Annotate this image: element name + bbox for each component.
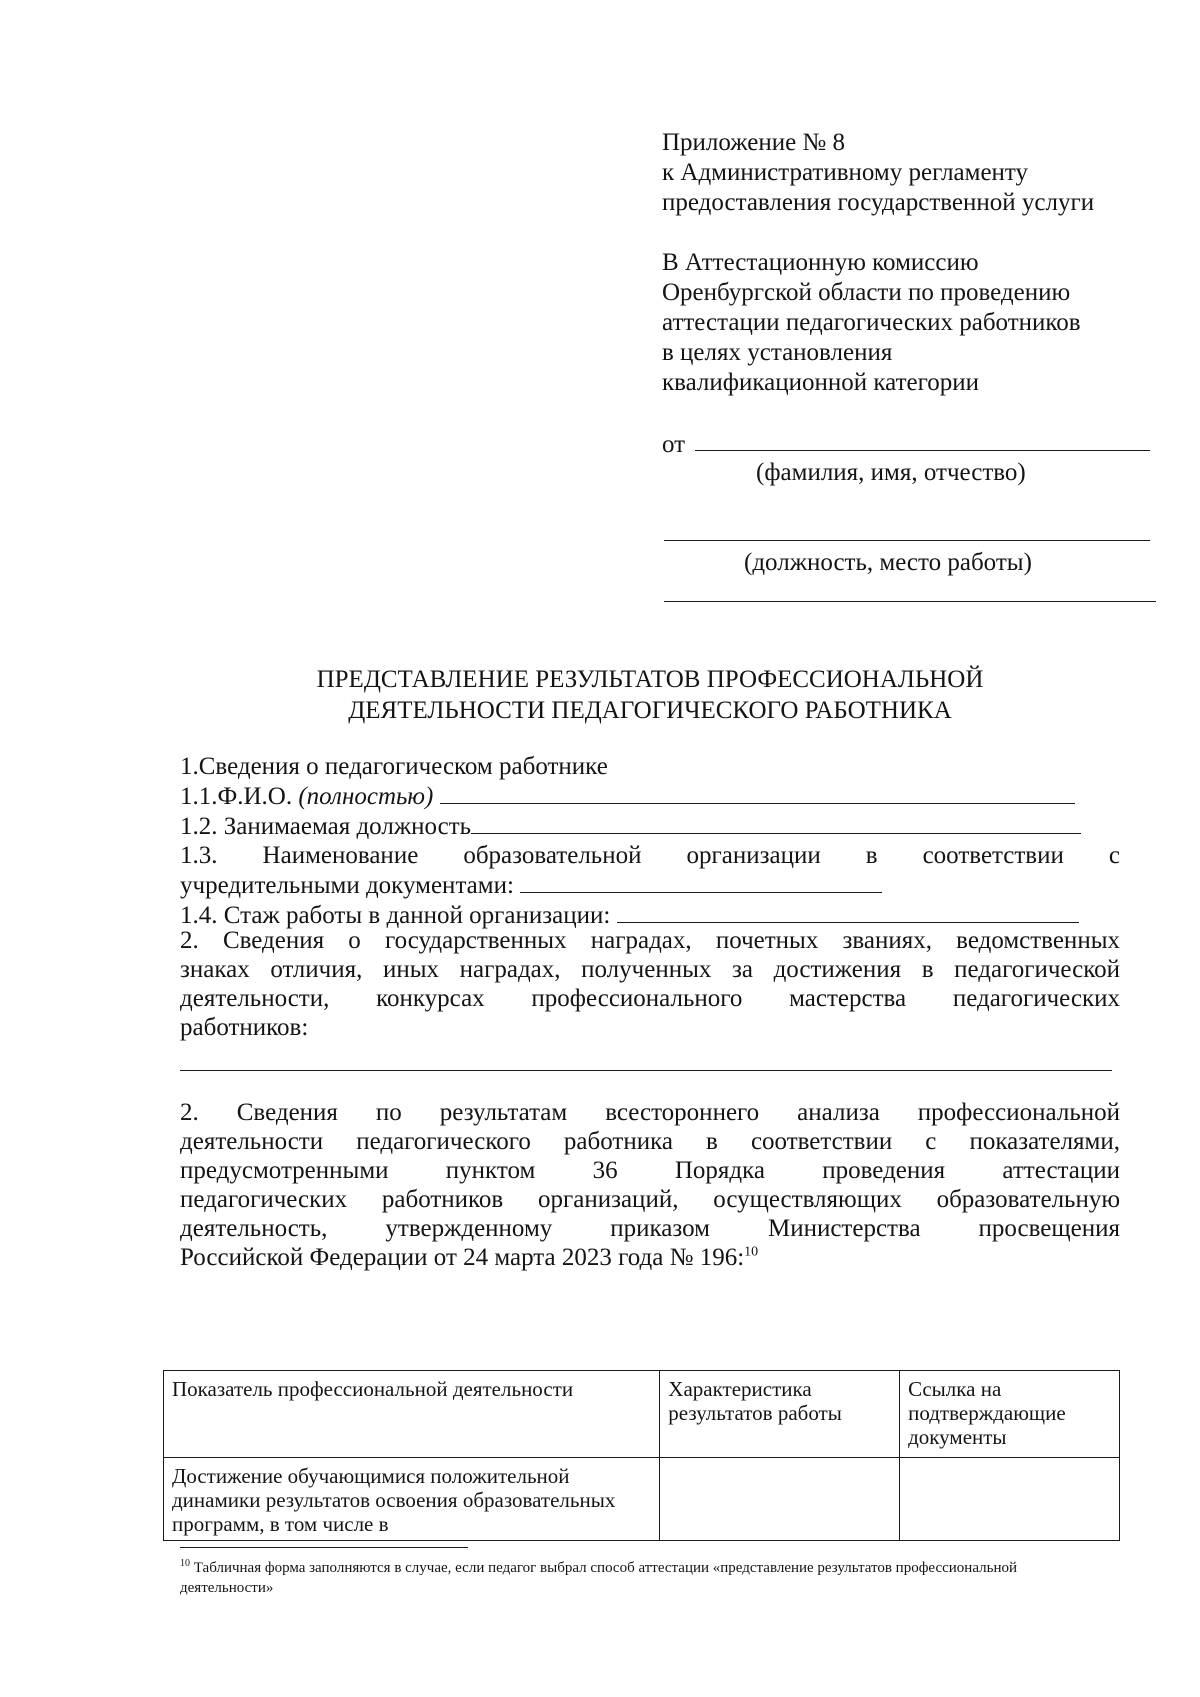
table-cell: Достижение обучающимися положительной динамики результатов освоения образовательных программ, в том числе в xyxy=(164,1458,660,1541)
footnote xyxy=(180,1558,1080,1598)
fio-label: 1.1.Ф.И.О. xyxy=(180,783,293,810)
experience-label: 1.4. Стаж работы в данной организации: xyxy=(180,902,611,929)
awards-last-line: работников: xyxy=(180,1014,309,1041)
analysis-last-line xyxy=(180,1243,1120,1272)
appendix-line: Приложение № 8 xyxy=(662,129,846,156)
position-fill-line xyxy=(471,811,1081,834)
awards-line: знаках отличия, иных наградах, полученных за достижения в педагогической xyxy=(180,956,1120,983)
recipient-line: В Аттестационную комиссию xyxy=(662,249,979,276)
awards-line: 2. Сведения о государственных наградах, почетных званиях, ведомственных xyxy=(180,927,1120,954)
section-1-heading: 1.Сведения о педагогическом работнике xyxy=(180,753,608,780)
org-row xyxy=(180,870,1120,900)
appendix-line: предоставления государственной услуги xyxy=(662,189,1095,216)
table-cell xyxy=(660,1458,900,1541)
section-2-awards xyxy=(180,926,1120,1042)
fio-hint: (полностью) xyxy=(298,783,434,810)
org-line-1: 1.3. Наименование образовательной организации в соответствии с xyxy=(180,842,1120,869)
recipient-block xyxy=(662,248,1081,398)
title-line: ПРЕДСТАВЛЕНИЕ РЕЗУЛЬТАТОВ ПРОФЕССИОНАЛЬНОЙ xyxy=(316,666,984,693)
table-row xyxy=(164,1458,1120,1541)
from-label: от xyxy=(662,431,686,458)
analysis-line: деятельности педагогического работника в соответствии с показателями, xyxy=(180,1128,1120,1155)
analysis-line: предусмотренными пунктом 36 Порядка проведения аттестации xyxy=(180,1157,1120,1184)
awards-line: деятельности, конкурсах профессионального мастерства педагогических xyxy=(180,985,1120,1012)
analysis-line: 2. Сведения по результатам всестороннего анализа профессиональной xyxy=(180,1099,1120,1126)
title-line: ДЕЯТЕЛЬНОСТИ ПЕДАГОГИЧЕСКОГО РАБОТНИКА xyxy=(348,697,952,724)
fio-row xyxy=(180,781,1120,811)
position-line xyxy=(664,540,1150,541)
recipient-line: аттестации педагогических работников xyxy=(662,309,1081,336)
experience-fill-line xyxy=(617,900,1079,923)
recipient-line: в целях установления xyxy=(662,339,893,366)
position-caption: (должность, место работы) xyxy=(744,549,1032,576)
table-header-row xyxy=(164,1371,1120,1458)
analysis-line: педагогических работников организаций, осуществляющих образовательную xyxy=(180,1186,1120,1213)
footnote-text: Табличная форма заполняются в случае, если педагог выбрал способ аттестации «представление результатов профессиональной деятельности» xyxy=(180,1560,1017,1596)
name-caption: (фамилия, имя, отчество) xyxy=(756,459,1026,486)
appendix-line: к Административному регламенту xyxy=(662,159,1029,186)
workplace-line xyxy=(664,601,1156,602)
footnote-ref: 10 xyxy=(744,1244,759,1260)
section-2-analysis xyxy=(180,1098,1120,1272)
recipient-line: Оренбургской области по проведению xyxy=(662,279,1071,306)
recipient-line: квалификационной категории xyxy=(662,369,980,396)
table-header-cell: Характеристика результатов работы xyxy=(660,1371,900,1458)
position-row xyxy=(180,811,1120,841)
appendix-block xyxy=(662,128,1094,218)
fio-fill-line xyxy=(440,781,1075,804)
table-cell xyxy=(900,1458,1120,1541)
indicators-table xyxy=(163,1370,1120,1541)
footnote-separator xyxy=(180,1547,468,1548)
footnote-number: 10 xyxy=(180,1558,190,1569)
org-label: учредительными документами: xyxy=(180,872,514,899)
section-1 xyxy=(180,752,1120,930)
awards-fill-line xyxy=(180,1070,1112,1071)
table-header-cell: Показатель профессиональной деятельности xyxy=(164,1371,660,1458)
document-title xyxy=(200,664,1100,726)
position-label: 1.2. Занимаемая должность xyxy=(180,813,472,840)
analysis-last-text: Российской Федерации от 24 марта 2023 года № 196: xyxy=(180,1244,745,1271)
table-header-cell: Ссылка на подтверждающие документы xyxy=(900,1371,1120,1458)
org-fill-line xyxy=(520,870,882,893)
from-name-line xyxy=(695,450,1150,451)
analysis-line: деятельность, утвержденному приказом Министерства просвещения xyxy=(180,1215,1120,1242)
